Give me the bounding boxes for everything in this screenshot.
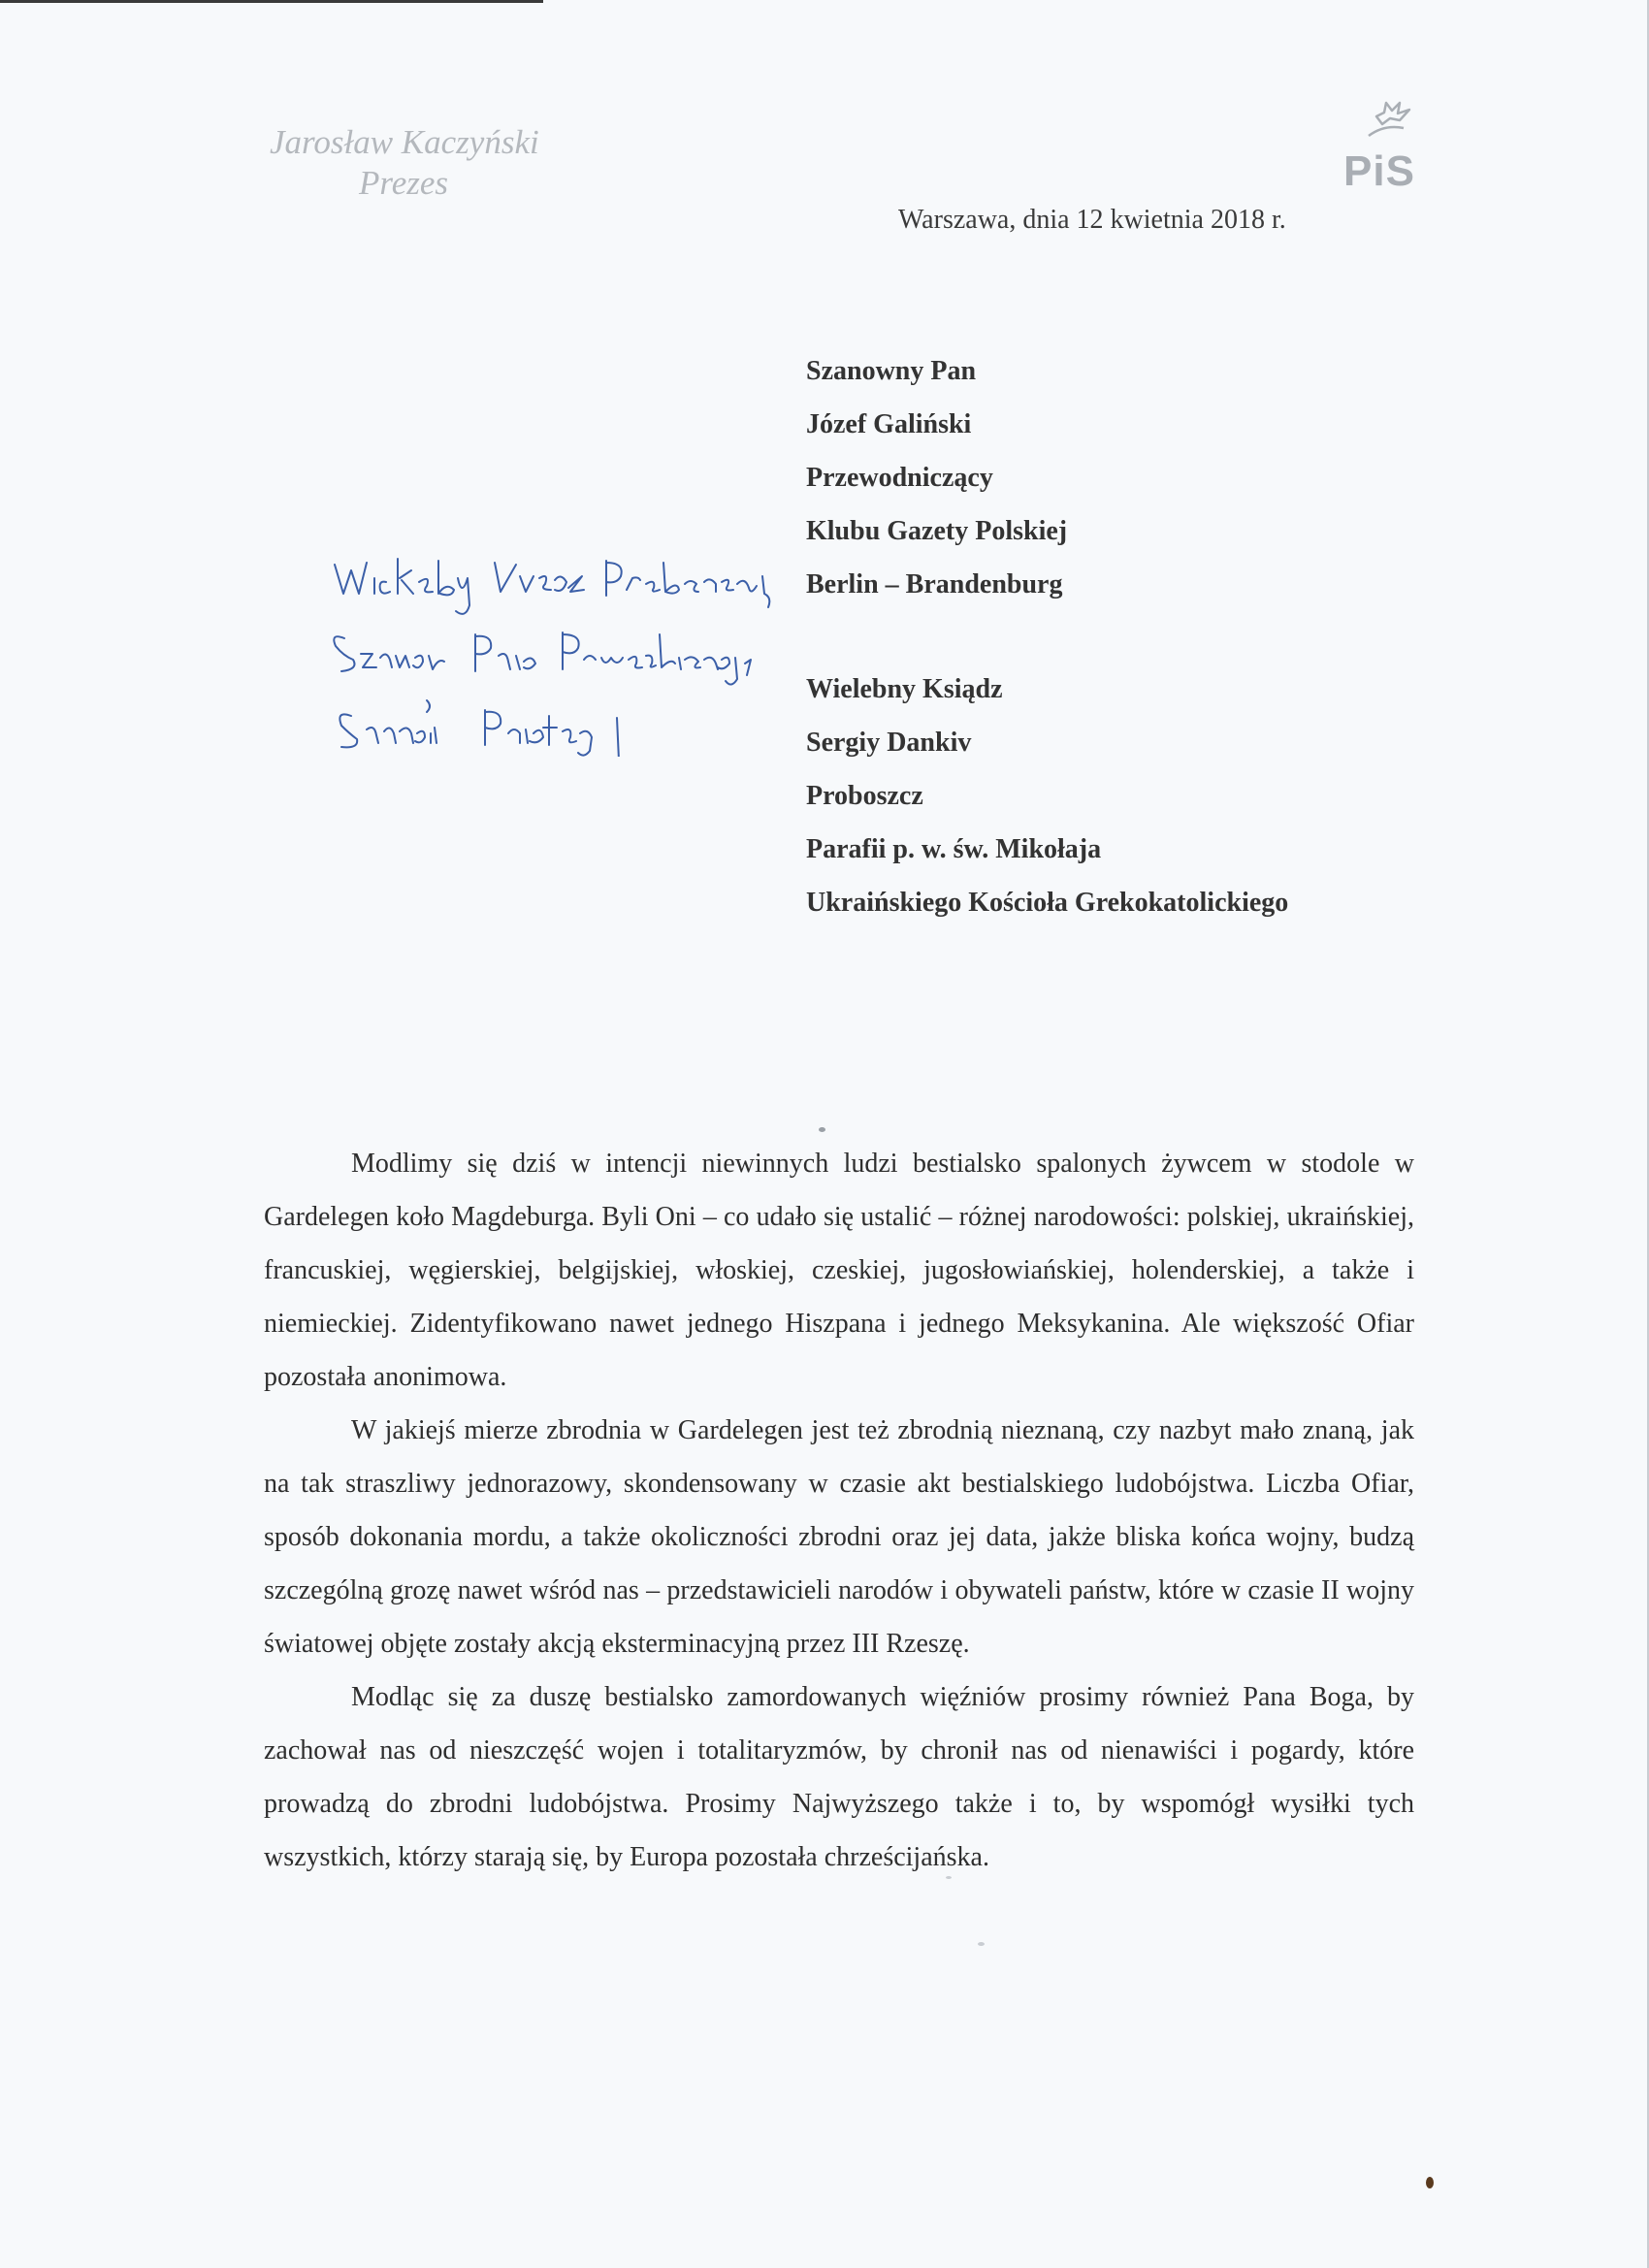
handwriting-line [606,561,769,607]
addressee-line: Wielebny Ksiądz [806,674,1003,704]
scan-speck [946,1876,952,1879]
body-paragraph: Modląc się za duszę bestialsko zamordowanych więźniów prosimy również Pana Boga, by zachował nas od nieszczęść wojen i totalitaryzmów, by chronił nas od nienawiści i pogardy, które prowadzą do zbrodni ludobójstwa. Prosimy Najwyższego także i to, by wspomógł wysiłki tych wszystkich, którzy starają się, by Europa pozostała chrześcijańska. [264,1682,1414,1872]
letter-body [264,1137,1414,1884]
sender-name: Jarosław Kaczyński [270,123,539,161]
handwriting-line [485,710,592,756]
addressee-line: Parafii p. w. św. Mikołaja [806,834,1102,864]
handwriting-line [427,700,430,712]
addressee-line: Klubu Gazety Polskiej [806,516,1068,546]
addressee-line: Józef Galiński [806,409,972,439]
body-paragraph: Modlimy się dziś w intencji niewinnych ludzi bestialsko spalonych żywcem w stodole w Gardelegen koło Magdeburga. Byli Oni – co udało się ustalić – różnej narodowości: polskiej, ukraińskiej, francuskiej, węgierskiej, belgijskiej, włoskiej, czeskiej, jugosłowiańskiej, holenderskiej, a także i niemieckiej. Zidentyfikowano nawet jednego Hiszpana i jednego Meksykanina. Ale większość Ofiar pozostała anonimowa. [264,1149,1414,1392]
eagle-icon [1349,97,1417,151]
body-paragraph: W jakiejś mierze zbrodnia w Gardelegen jest też zbrodnią nieznaną, czy nazbyt mało znaną, jak na tak straszliwy jednorazowy, skondensowany w czasie akt bestialskiego ludobójstwa. Liczba Ofiar, sposób dokonania mordu, a także okoliczności zbrodni oraz jej data, jakże bliska końca wojny, budzą szczególną grozę nawet wśród nas – przedstawicieli narodów i obywateli państw, które w czasie II wojny światowej objęte zostały akcją eksterminacyjną przez III Rzeszę. [264,1415,1414,1659]
addressee-line: Berlin – Brandenburg [806,569,1063,599]
handwriting-line [563,632,751,685]
scan-top-edge [0,0,543,3]
handwriting-line [475,634,535,671]
logo-text: PiS [1343,147,1415,195]
addressee-line: Ukraińskiego Kościoła Grekokatolickiego [806,888,1289,918]
date-line: Warszawa, dnia 12 kwietnia 2018 r. [898,205,1286,235]
scan-speck [819,1127,825,1132]
addressee-line: Proboszcz [806,781,923,811]
addressee-second [806,663,1288,929]
addressee-first [806,344,1288,611]
scan-speck [1426,2177,1434,2188]
handwriting-line [334,636,444,671]
scan-speck [978,1942,985,1946]
addressee-block [806,344,1288,929]
sender-role: Prezes [359,164,449,202]
letterhead-sender [270,122,539,204]
addressee-line: Szanowny Pan [806,356,977,386]
addressee-line: Przewodniczący [806,463,993,493]
handwriting-line [340,714,436,747]
handwriting-line [617,718,619,757]
party-logo [1343,97,1431,204]
handwriting-line [335,559,469,614]
handwritten-salutation [330,534,815,757]
addressee-line: Sergiy Dankiv [806,728,972,758]
handwriting-line [495,563,584,592]
